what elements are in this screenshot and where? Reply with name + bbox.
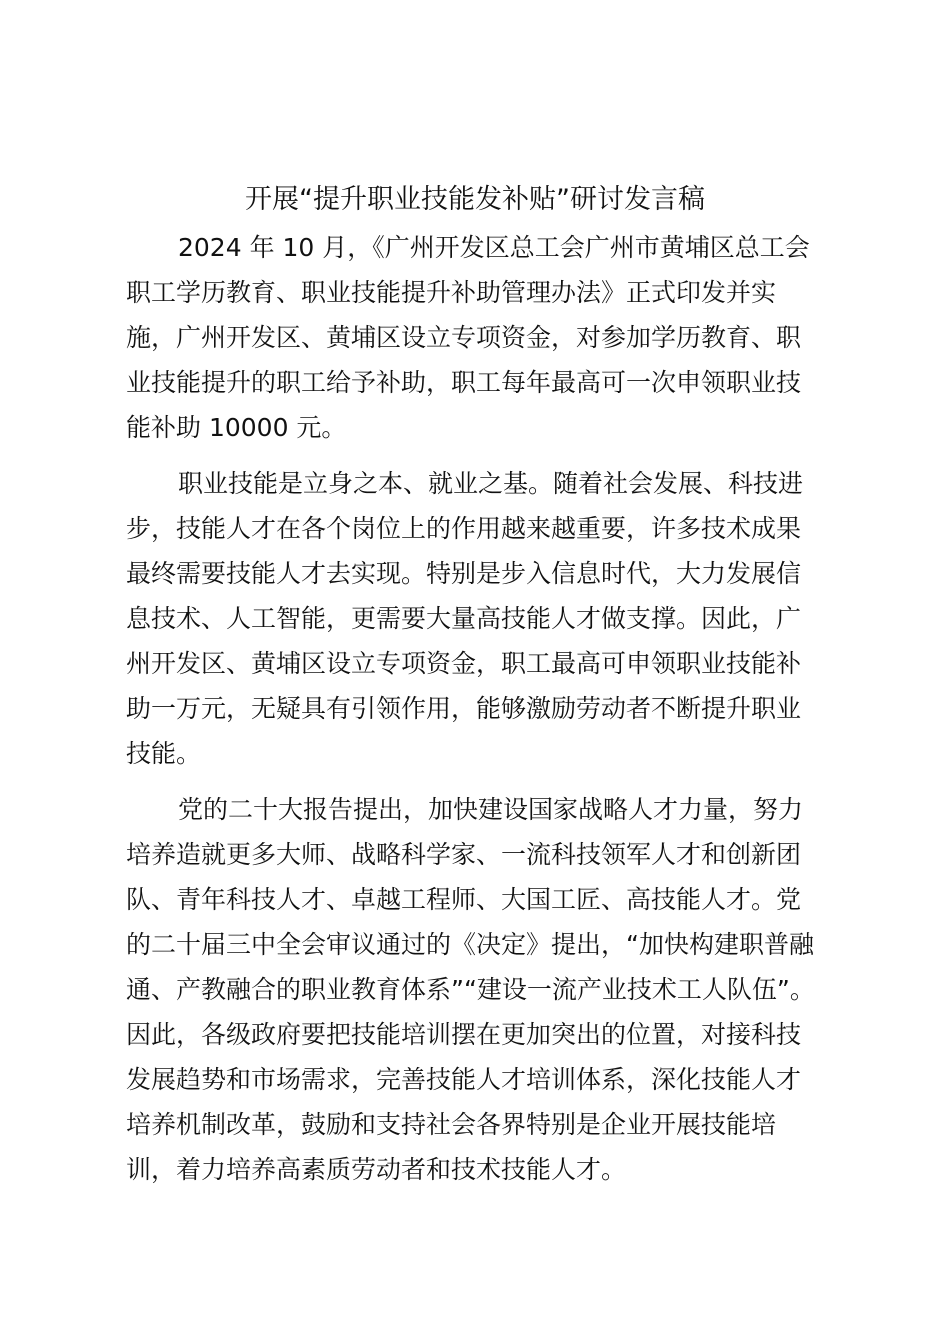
paragraph-line: 业技能提升的职工给予补助，职工每年最高可一次申领职业技 [126,368,802,397]
paragraph-3 [126,787,836,1192]
paragraph-2 [126,461,836,776]
paragraph-line: 的二十届三中全会审议通过的《决定》提出，“加快构建职普融 [126,930,814,959]
paragraph-line: 训，着力培养高素质劳动者和技术技能人才。 [126,1155,627,1184]
paragraph-line: 州开发区、黄埔区设立专项资金，职工最高可申领职业技能补 [126,649,802,678]
paragraph-line: 通、产教融合的职业教育体系”“建设一流产业技术工人队伍”。 [126,975,815,1004]
paragraph-line: 发展趋势和市场需求，完善技能人才培训体系，深化技能人才 [126,1065,802,1094]
paragraph-line: 职业技能是立身之本、就业之基。随着社会发展、科技进 [178,469,804,498]
paragraph-line: 党的二十大报告提出，加快建设国家战略人才力量，努力 [178,795,804,824]
paragraph-line: 培养造就更多大师、战略科学家、一流科技领军人才和创新团 [126,840,802,869]
paragraph-line: 助一万元，无疑具有引领作用，能够激励劳动者不断提升职业 [126,694,802,723]
paragraph-line: 施，广州开发区、黄埔区设立专项资金，对参加学历教育、职 [126,323,802,352]
paragraph-line: 因此，各级政府要把技能培训摆在更加突出的位置，对接科技 [126,1020,802,1049]
document-body [126,225,836,1192]
paragraph-line: 步，技能人才在各个岗位上的作用越来越重要，许多技术成果 [126,514,802,543]
paragraph-line: 能补助 10000 元。 [126,413,347,442]
paragraph-1 [126,225,836,450]
paragraph-line: 培养机制改革，鼓励和支持社会各界特别是企业开展技能培 [126,1110,777,1139]
paragraph-line: 队、青年科技人才、卓越工程师、大国工匠、高技能人才。党 [126,885,802,914]
paragraph-line: 息技术、人工智能，更需要大量高技能人才做支撑。因此，广 [126,604,802,633]
paragraph-line: 技能。 [126,739,202,768]
paragraph-line: 2024 年 10 月，《广州开发区总工会广州市黄埔区总工会 [178,233,810,262]
paragraph-line: 职工学历教育、职业技能提升补助管理办法》正式印发并实 [126,278,777,307]
paragraph-line: 最终需要技能人才去实现。特别是步入信息时代，大力发展信 [126,559,802,588]
document-title: 开展“提升职业技能发补贴”研讨发言稿 [245,184,705,215]
